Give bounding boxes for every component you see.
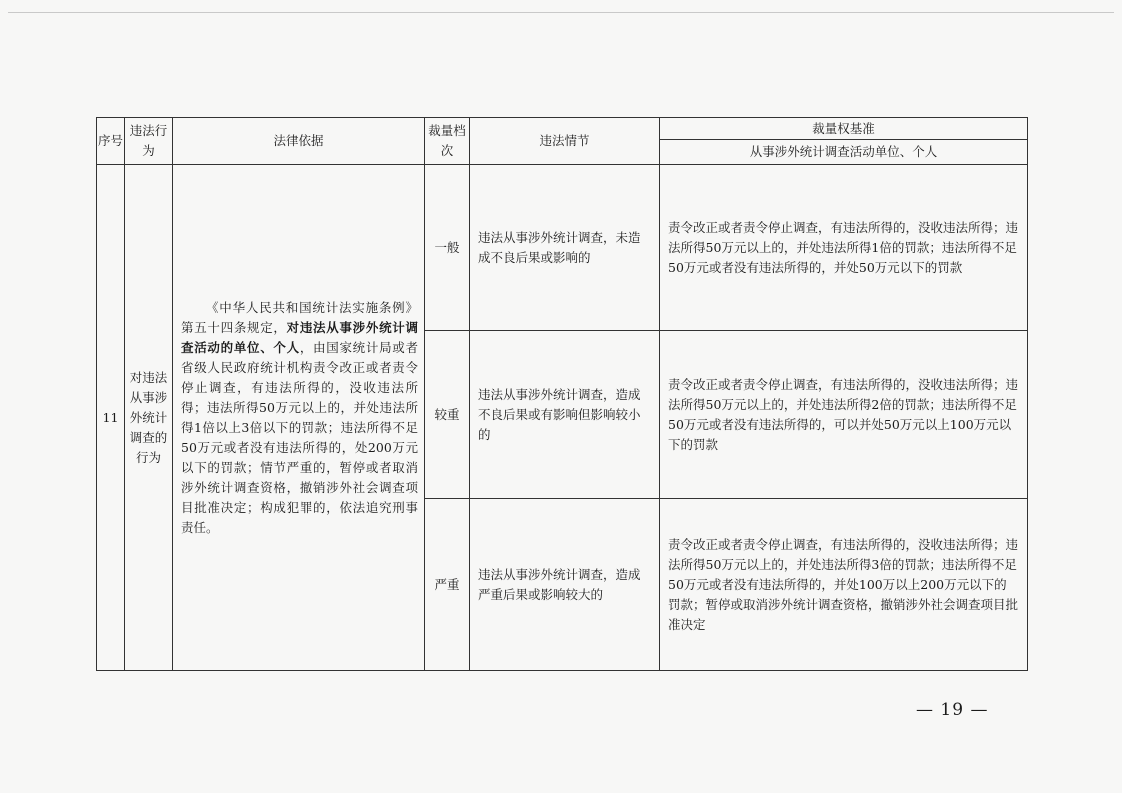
header-standard: 裁量权基准 <box>660 118 1028 140</box>
row-seq: 11 <box>97 165 125 671</box>
circumstance-severe: 违法从事涉外统计调查，造成严重后果或影响较大的 <box>470 499 660 671</box>
circumstance-moderate: 违法从事涉外统计调查，造成不良后果或有影响但影响较小的 <box>470 331 660 499</box>
circumstance-general: 违法从事涉外统计调查，未造成不良后果或影响的 <box>470 165 660 331</box>
level-general: 一般 <box>425 165 470 331</box>
header-behavior: 违法行为 <box>125 118 173 165</box>
page-number: — 19 — <box>916 700 989 720</box>
header-subject: 从事涉外统计调查活动单位、个人 <box>660 140 1028 165</box>
header-seq: 序号 <box>97 118 125 165</box>
level-severe: 严重 <box>425 499 470 671</box>
header-row-1 <box>97 118 1028 140</box>
level-moderate: 较重 <box>425 331 470 499</box>
row-legal-basis <box>173 165 425 671</box>
basis-text-prefix: 《中华人民共和国统计法实施条例》第五十四条规定， <box>181 299 418 335</box>
basis-text-bold: 对违法从事涉外统计调查活动的单位、个人 <box>181 319 418 355</box>
discretion-standard-table <box>96 117 1028 671</box>
basis-text-suffix: ，由国家统计局或者省级人民政府统计机构责令改正或者责令停止调查，有违法所得的，没收违法所得；违法所得50万元以上的，并处违法所得1倍以上3倍以下的罚款；违法所得不足50万元或者没有违法所得的，处200万元以下的罚款；情节严重的，暂停或者取消涉外统计调查资格，撤销涉外社会调查项目批准决定；构成犯罪的，依法追究刑事责任。 <box>181 339 418 535</box>
header-basis: 法律依据 <box>173 118 425 165</box>
scan-edge-line <box>8 12 1114 13</box>
header-circumstance: 违法情节 <box>470 118 660 165</box>
standard-general: 责令改正或者责令停止调查，有违法所得的，没收违法所得；违法所得50万元以上的，并处违法所得1倍的罚款；违法所得不足50万元或者没有违法所得的，并处50万元以下的罚款 <box>660 165 1028 331</box>
standard-moderate: 责令改正或者责令停止调查，有违法所得的，没收违法所得；违法所得50万元以上的，并处违法所得2倍的罚款；违法所得不足50万元或者没有违法所得的，可以并处50万元以上100万元以下的罚款 <box>660 331 1028 499</box>
header-level: 裁量档次 <box>425 118 470 165</box>
row-behavior: 对违法从事涉外统计调查的行为 <box>125 165 173 671</box>
standard-severe: 责令改正或者责令停止调查，有违法所得的，没收违法所得；违法所得50万元以上的，并处违法所得3倍的罚款；违法所得不足50万元或者没有违法所得的，并处100万以上200万元以下的罚款；暂停或取消涉外统计调查资格，撤销涉外社会调查项目批准决定 <box>660 499 1028 671</box>
table-row <box>97 165 1028 331</box>
